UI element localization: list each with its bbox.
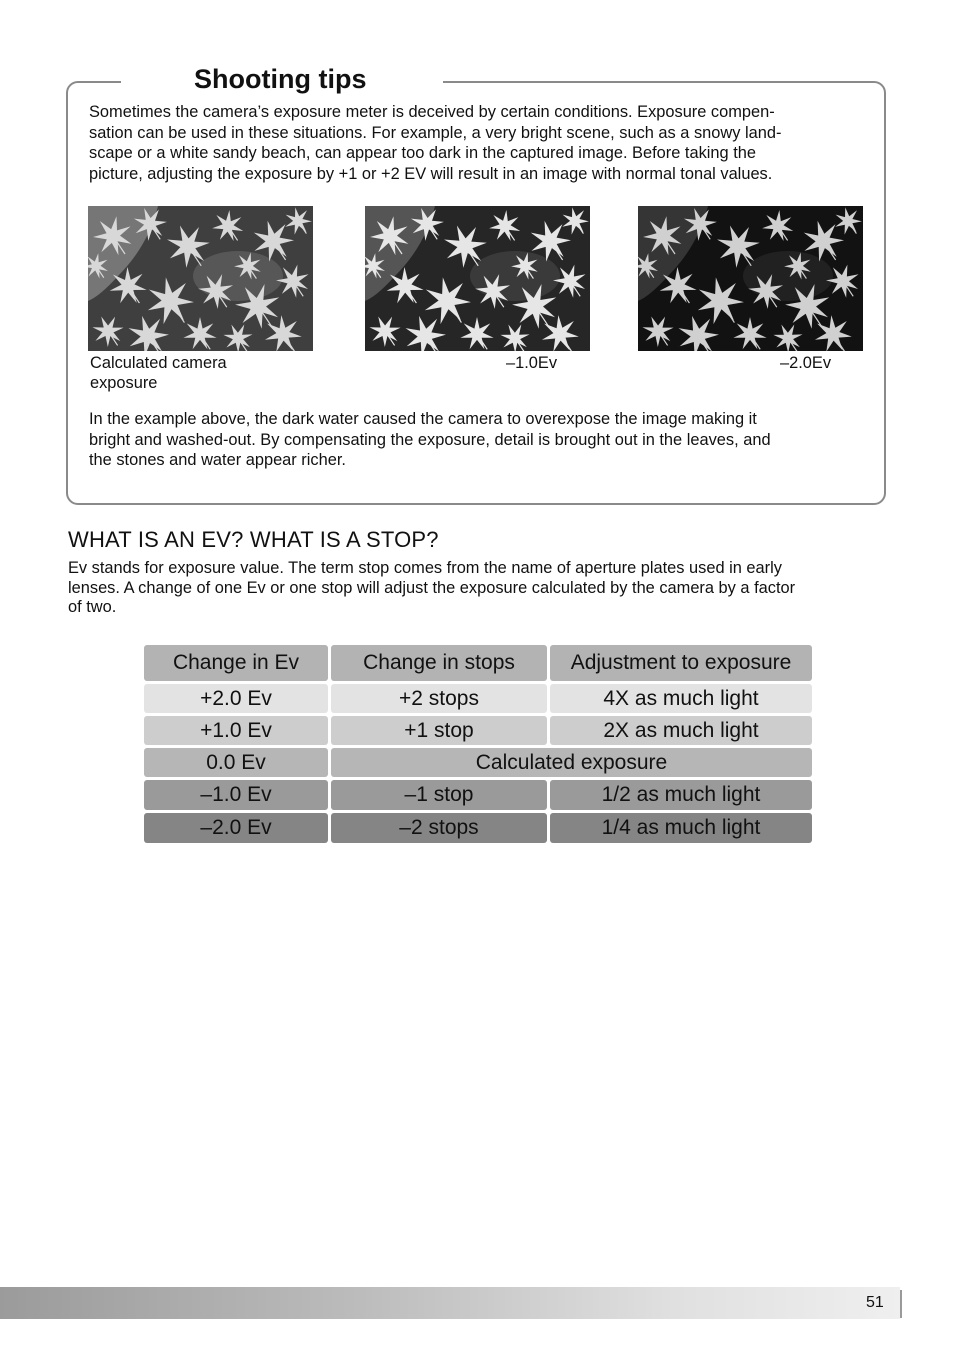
header-change-in-ev: Change in Ev [144, 645, 328, 681]
table-cell-merged: Calculated exposure [331, 748, 812, 777]
footer-divider [900, 1290, 902, 1318]
tips-intro-text: Sometimes the camera’s exposure meter is deceived by certain conditions. Exposure compen- sation can be used in these situations. For example, a very bright scene, such as a snowy land- scape or a white sandy beach, can appear too dark in the captured image. Before taking the picture, adjusting the exposure by +1 or +2 EV will result in an image with normal tonal values. [89, 103, 782, 183]
caption-minus-1ev: –1.0Ev [506, 354, 558, 372]
leaf-photo-minus-2ev [638, 206, 863, 351]
footer-bar [0, 1287, 900, 1319]
ev-section-body: Ev stands for exposure value. The term stop comes from the name of aperture plates used in early lenses. A change of one Ev or one stop will adjust the exposure calculated by the camera by a factor of two. [68, 559, 796, 617]
table-cell: +2 stops [331, 684, 547, 713]
caption-calculated: Calculated camera exposure [90, 354, 227, 392]
table-cell: 2X as much light [550, 716, 812, 745]
table-cell: 1/2 as much light [550, 780, 812, 810]
table-cell: –2.0 Ev [144, 813, 328, 843]
header-adjustment: Adjustment to exposure [550, 645, 812, 681]
table-cell: +2.0 Ev [144, 684, 328, 713]
table-cell: +1 stop [331, 716, 547, 745]
table-cell: 0.0 Ev [144, 748, 328, 777]
page-number: 51 [866, 1294, 884, 1311]
table-cell: –1.0 Ev [144, 780, 328, 810]
leaf-photo-calculated [88, 206, 313, 351]
table-cell: 1/4 as much light [550, 813, 812, 843]
table-cell: –1 stop [331, 780, 547, 810]
ev-section-heading: WHAT IS AN EV? WHAT IS A STOP? [68, 527, 439, 552]
caption-minus-2ev: –2.0Ev [780, 354, 832, 372]
table-cell: 4X as much light [550, 684, 812, 713]
ev-table [144, 645, 812, 845]
header-change-in-stops: Change in stops [331, 645, 547, 681]
leaf-photo-minus-1ev [365, 206, 590, 351]
shooting-tips-title: Shooting tips [194, 64, 367, 94]
tips-after-text: In the example above, the dark water caused the camera to overexpose the image making it bright and washed-out. By compensating the exposure, detail is brought out in the leaves, and the stones and water appear richer. [89, 410, 771, 470]
table-cell: –2 stops [331, 813, 547, 843]
table-cell: +1.0 Ev [144, 716, 328, 745]
